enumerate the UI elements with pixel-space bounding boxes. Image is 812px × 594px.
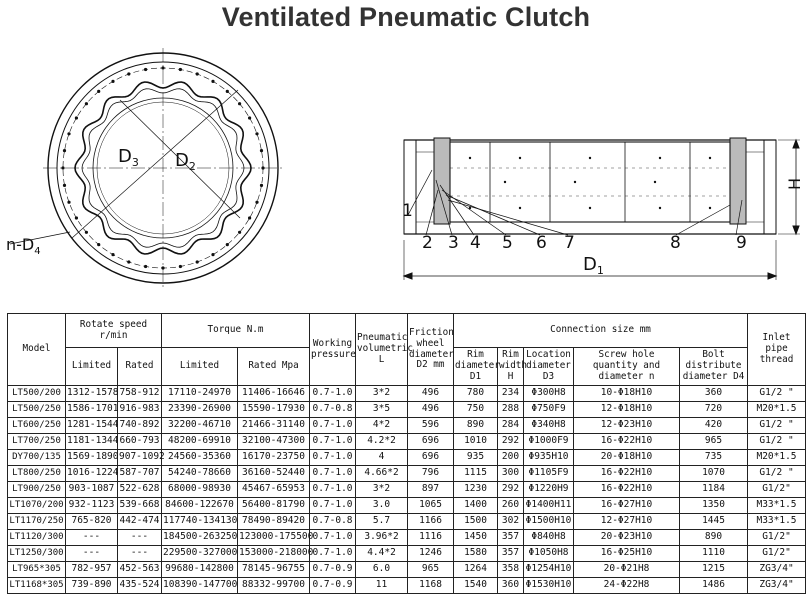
table-cell: 123000-175500 — [238, 530, 310, 546]
table-cell: 17110-24970 — [162, 386, 238, 402]
part-label-7: 7 — [564, 233, 575, 253]
header-connection-size: Connection size mm — [454, 314, 748, 348]
header-torque-limited: Limited — [162, 348, 238, 386]
table-cell: 890 — [454, 418, 498, 434]
table-cell: 720 — [680, 402, 748, 418]
table-cell: 234 — [498, 386, 524, 402]
table-cell: Φ840H8 — [524, 530, 574, 546]
table-cell: G1/2 " — [748, 466, 806, 482]
table-cell: 68000-98930 — [162, 482, 238, 498]
table-cell: 0.7-1.0 — [310, 386, 356, 402]
table-cell: 965 — [408, 562, 454, 578]
table-row — [8, 482, 806, 498]
table-cell: 1586-1701 — [66, 402, 118, 418]
header-friction-wheel: Friction wheel diameter D2 mm — [408, 314, 454, 386]
part-label-3: 3 — [448, 233, 459, 253]
table-cell: 1110 — [680, 546, 748, 562]
table-cell: 12-Φ23H10 — [574, 418, 680, 434]
table-row — [8, 530, 806, 546]
table-cell: 660-793 — [118, 434, 162, 450]
page-title: Ventilated Pneumatic Clutch — [221, 2, 591, 32]
table-cell: 4*2 — [356, 418, 408, 434]
table-cell: 1010 — [454, 434, 498, 450]
part-label-8: 8 — [670, 233, 681, 253]
table-cell: 20-Φ18H10 — [574, 450, 680, 466]
model-cell: LT600/250 — [8, 418, 66, 434]
table-cell: 360 — [498, 578, 524, 594]
part-label-6: 6 — [536, 233, 547, 253]
table-cell: G1/2 " — [748, 418, 806, 434]
model-cell: LT800/250 — [8, 466, 66, 482]
table-cell: 288 — [498, 402, 524, 418]
table-cell: 302 — [498, 514, 524, 530]
model-cell: LT1250/300 — [8, 546, 66, 562]
table-cell: 12-Φ18H10 — [574, 402, 680, 418]
table-cell: 780 — [454, 386, 498, 402]
table-cell: 12-Φ27H10 — [574, 514, 680, 530]
table-cell: 21466-31140 — [238, 418, 310, 434]
table-cell: 1166 — [408, 514, 454, 530]
table-cell: 153000-218000 — [238, 546, 310, 562]
table-cell: 420 — [680, 418, 748, 434]
table-cell: 16170-23750 — [238, 450, 310, 466]
table-cell: 0.7-1.0 — [310, 466, 356, 482]
table-cell: Φ340H8 — [524, 418, 574, 434]
d2-label: $D_2$ — [175, 150, 196, 173]
table-cell: 907-1092 — [118, 450, 162, 466]
spec-table — [7, 313, 806, 594]
model-cell: LT500/250 — [8, 402, 66, 418]
table-cell: 0.7-1.0 — [310, 530, 356, 546]
table-cell: 932-1123 — [66, 498, 118, 514]
table-cell: 1184 — [680, 482, 748, 498]
table-cell: 292 — [498, 434, 524, 450]
table-cell: 260 — [498, 498, 524, 514]
table-cell: 5.7 — [356, 514, 408, 530]
table-cell: Φ750F9 — [524, 402, 574, 418]
part-label-4: 4 — [470, 233, 481, 253]
model-cell: DY700/135 — [8, 450, 66, 466]
table-cell: 965 — [680, 434, 748, 450]
table-cell: 539-668 — [118, 498, 162, 514]
table-cell: 32200-46710 — [162, 418, 238, 434]
table-cell: 1065 — [408, 498, 454, 514]
table-cell: 78145-96755 — [238, 562, 310, 578]
table-cell: 10-Φ18H10 — [574, 386, 680, 402]
table-cell: Φ1400H11 — [524, 498, 574, 514]
table-cell: 3.96*2 — [356, 530, 408, 546]
header-torque: Torque N.m — [162, 314, 310, 348]
table-cell: 1016-1224 — [66, 466, 118, 482]
table-cell: --- — [66, 546, 118, 562]
table-row — [8, 402, 806, 418]
table-cell: 735 — [680, 450, 748, 466]
table-cell: 32100-47300 — [238, 434, 310, 450]
front-view — [10, 48, 283, 288]
d3-label: $D_3$ — [118, 146, 139, 169]
table-cell: Φ1254H10 — [524, 562, 574, 578]
table-cell: 0.7-0.8 — [310, 514, 356, 530]
technical-drawing — [0, 40, 812, 310]
part-label-9: 9 — [736, 233, 747, 253]
table-cell: M33*1.5 — [748, 514, 806, 530]
model-cell: LT965*305 — [8, 562, 66, 578]
side-view — [404, 138, 800, 280]
table-cell: 56400-81790 — [238, 498, 310, 514]
table-cell: 16-Φ22H10 — [574, 482, 680, 498]
part-label-2: 2 — [422, 233, 433, 253]
table-cell: 1181-1344 — [66, 434, 118, 450]
table-cell: 4.4*2 — [356, 546, 408, 562]
table-cell: 1246 — [408, 546, 454, 562]
table-cell: 1569-1890 — [66, 450, 118, 466]
table-cell: --- — [118, 546, 162, 562]
table-row — [8, 386, 806, 402]
table-cell: 935 — [454, 450, 498, 466]
header-model: Model — [8, 314, 66, 386]
table-cell: G1/2 " — [748, 434, 806, 450]
table-cell: 16-Φ25H10 — [574, 546, 680, 562]
part-label-1: 1 — [402, 201, 413, 221]
table-cell: M20*1.5 — [748, 450, 806, 466]
table-row — [8, 434, 806, 450]
table-cell: 23390-26900 — [162, 402, 238, 418]
table-cell: 78490-89420 — [238, 514, 310, 530]
table-cell: 117740-134130 — [162, 514, 238, 530]
table-cell: Φ1105F9 — [524, 466, 574, 482]
table-cell: 4.66*2 — [356, 466, 408, 482]
model-cell: LT1170/250 — [8, 514, 66, 530]
table-cell: 0.7-1.0 — [310, 450, 356, 466]
table-cell: 229500-327000 — [162, 546, 238, 562]
table-cell: Φ1500H10 — [524, 514, 574, 530]
table-cell: 1070 — [680, 466, 748, 482]
table-cell: 890 — [680, 530, 748, 546]
table-cell: 1486 — [680, 578, 748, 594]
table-cell: 15590-17930 — [238, 402, 310, 418]
table-cell: 300 — [498, 466, 524, 482]
table-cell: ZG3/4" — [748, 578, 806, 594]
table-cell: Φ1000F9 — [524, 434, 574, 450]
table-cell: 88332-99700 — [238, 578, 310, 594]
table-row — [8, 498, 806, 514]
table-cell: Φ1220H9 — [524, 482, 574, 498]
table-cell: 0.7-0.9 — [310, 578, 356, 594]
table-cell: 3*2 — [356, 482, 408, 498]
table-cell: G1/2 " — [748, 386, 806, 402]
table-cell: G1/2" — [748, 482, 806, 498]
table-cell: 452-563 — [118, 562, 162, 578]
table-row — [8, 546, 806, 562]
table-cell: 36160-52440 — [238, 466, 310, 482]
table-cell: 184500-263250 — [162, 530, 238, 546]
table-cell: 4.2*2 — [356, 434, 408, 450]
header-inlet-pipe: Inlet pipe thread — [748, 314, 806, 386]
header-speed-rated: Rated — [118, 348, 162, 386]
part-label-5: 5 — [502, 233, 513, 253]
table-cell: 48200-69910 — [162, 434, 238, 450]
table-cell: 11 — [356, 578, 408, 594]
table-cell: 292 — [498, 482, 524, 498]
table-cell: 740-892 — [118, 418, 162, 434]
table-cell: 1168 — [408, 578, 454, 594]
table-row — [8, 466, 806, 482]
table-cell: 1281-1544 — [66, 418, 118, 434]
table-cell: 1580 — [454, 546, 498, 562]
spec-table-body — [8, 386, 806, 594]
table-cell: Φ1050H8 — [524, 546, 574, 562]
table-cell: 0.7-1.0 — [310, 418, 356, 434]
model-cell: LT900/250 — [8, 482, 66, 498]
n-d4-label: $n-D_4$ — [6, 235, 41, 257]
table-cell: 24-Φ22H8 — [574, 578, 680, 594]
d1-label: $D_1$ — [583, 254, 604, 277]
table-cell: 696 — [408, 434, 454, 450]
table-cell: G1/2" — [748, 530, 806, 546]
table-cell: 4 — [356, 450, 408, 466]
table-cell: 1400 — [454, 498, 498, 514]
table-cell: 765-820 — [66, 514, 118, 530]
table-cell: Φ300H8 — [524, 386, 574, 402]
table-cell: 16-Φ22H10 — [574, 466, 680, 482]
table-cell: 99680-142800 — [162, 562, 238, 578]
table-row — [8, 562, 806, 578]
model-cell: LT700/250 — [8, 434, 66, 450]
table-cell: 16-Φ22H10 — [574, 434, 680, 450]
table-cell: 11406-16646 — [238, 386, 310, 402]
table-cell: 1312-1578 — [66, 386, 118, 402]
front-view-labels — [6, 146, 196, 257]
model-cell: LT1070/200 — [8, 498, 66, 514]
table-cell: 6.0 — [356, 562, 408, 578]
table-cell: 496 — [408, 386, 454, 402]
table-cell: 357 — [498, 530, 524, 546]
table-cell: 1445 — [680, 514, 748, 530]
h-label: H — [785, 177, 804, 190]
table-cell: 54240-78660 — [162, 466, 238, 482]
table-cell: 758-912 — [118, 386, 162, 402]
table-cell: 522-628 — [118, 482, 162, 498]
model-cell: LT1120/300 — [8, 530, 66, 546]
table-cell: 0.7-1.0 — [310, 482, 356, 498]
table-cell: 596 — [408, 418, 454, 434]
table-row — [8, 514, 806, 530]
header-rim-diameter: Rim diameter D1 — [454, 348, 498, 386]
table-cell: 1450 — [454, 530, 498, 546]
table-cell: 360 — [680, 386, 748, 402]
table-cell: 20-Φ21H8 — [574, 562, 680, 578]
header-pneumatic-volume: Pneumatic volumetric L — [356, 314, 408, 386]
table-cell: --- — [118, 530, 162, 546]
table-cell: 587-707 — [118, 466, 162, 482]
table-cell: 739-890 — [66, 578, 118, 594]
table-cell: 435-524 — [118, 578, 162, 594]
table-cell: Φ935H10 — [524, 450, 574, 466]
table-cell: ZG3/4" — [748, 562, 806, 578]
model-cell: LT1168*305 — [8, 578, 66, 594]
table-cell: 0.7-0.9 — [310, 562, 356, 578]
table-cell: 1350 — [680, 498, 748, 514]
table-cell: M20*1.5 — [748, 402, 806, 418]
table-cell: 0.7-1.0 — [310, 434, 356, 450]
header-torque-rated: Rated Mpa — [238, 348, 310, 386]
table-cell: 897 — [408, 482, 454, 498]
table-cell: 1540 — [454, 578, 498, 594]
table-cell: 0.7-1.0 — [310, 498, 356, 514]
header-working-pressure: Working pressure — [310, 314, 356, 386]
table-cell: M33*1.5 — [748, 498, 806, 514]
table-cell: Φ1530H10 — [524, 578, 574, 594]
table-cell: 45467-65953 — [238, 482, 310, 498]
header-rotate-speed: Rotate speed r/min — [66, 314, 162, 348]
table-cell: 0.7-1.0 — [310, 546, 356, 562]
table-cell: 3.0 — [356, 498, 408, 514]
table-cell: 1230 — [454, 482, 498, 498]
table-cell: 750 — [454, 402, 498, 418]
table-cell: 358 — [498, 562, 524, 578]
table-cell: 200 — [498, 450, 524, 466]
table-row — [8, 418, 806, 434]
table-cell: 24560-35360 — [162, 450, 238, 466]
table-cell: 916-983 — [118, 402, 162, 418]
table-cell: 284 — [498, 418, 524, 434]
header-rim-width: Rim width H — [498, 348, 524, 386]
table-cell: --- — [66, 530, 118, 546]
table-cell: 108390-147700 — [162, 578, 238, 594]
header-location-diameter: Location diameter D3 — [524, 348, 574, 386]
table-cell: 16-Φ27H10 — [574, 498, 680, 514]
table-cell: 3*5 — [356, 402, 408, 418]
table-cell: 796 — [408, 466, 454, 482]
table-row — [8, 578, 806, 594]
table-cell: 0.7-0.8 — [310, 402, 356, 418]
table-cell: 20-Φ23H10 — [574, 530, 680, 546]
table-cell: 903-1087 — [66, 482, 118, 498]
model-cell: LT500/200 — [8, 386, 66, 402]
table-cell: 3*2 — [356, 386, 408, 402]
table-cell: 84600-122670 — [162, 498, 238, 514]
table-cell: 1116 — [408, 530, 454, 546]
table-cell: 496 — [408, 402, 454, 418]
table-row — [8, 450, 806, 466]
table-cell: 1264 — [454, 562, 498, 578]
table-cell: 357 — [498, 546, 524, 562]
header-bolt-distribute: Bolt distribute diameter D4 — [680, 348, 748, 386]
header-screw-hole: Screw hole quantity and diameter n — [574, 348, 680, 386]
header-speed-limited: Limited — [66, 348, 118, 386]
table-cell: 442-474 — [118, 514, 162, 530]
table-cell: 1215 — [680, 562, 748, 578]
table-cell: 696 — [408, 450, 454, 466]
table-cell: 1115 — [454, 466, 498, 482]
table-cell: 782-957 — [66, 562, 118, 578]
table-cell: G1/2" — [748, 546, 806, 562]
table-cell: 1500 — [454, 514, 498, 530]
